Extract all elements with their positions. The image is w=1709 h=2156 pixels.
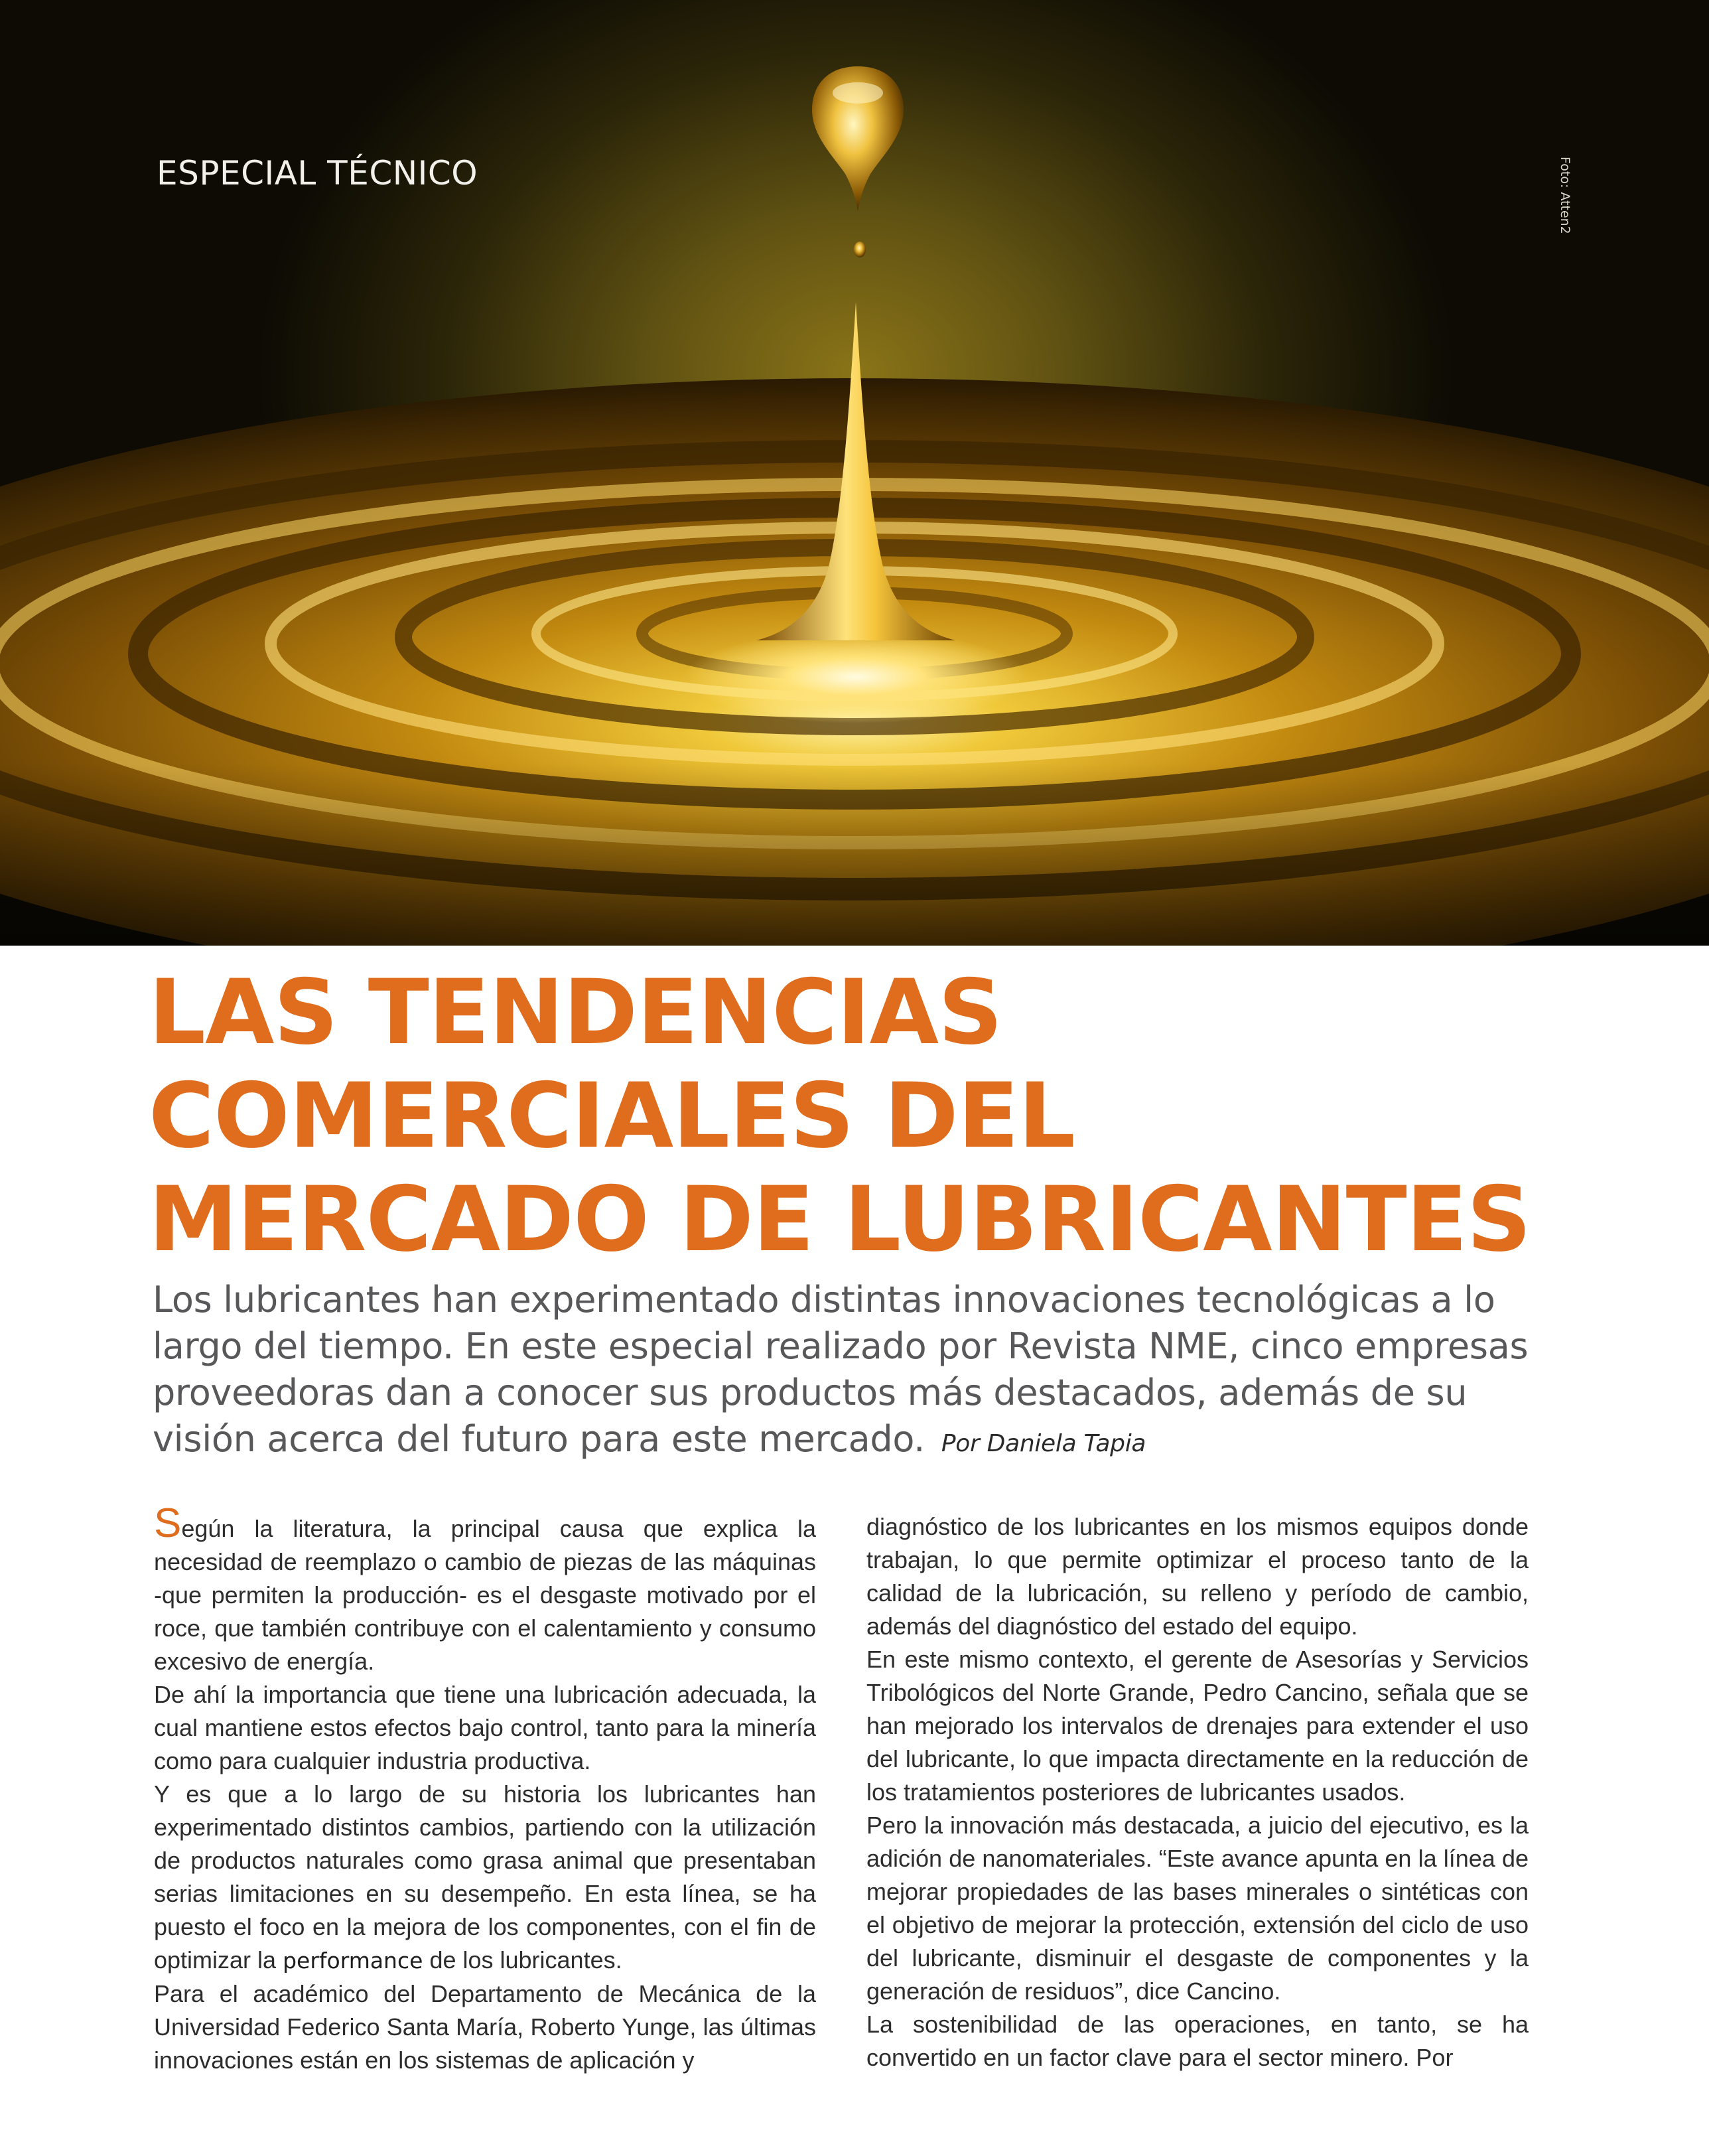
headline-line-3: MERCADO DE LUBRICANTES	[149, 1167, 1531, 1271]
article-headline	[149, 961, 1608, 1271]
paragraph: Pero la innovación más destacada, a juicio del ejecutivo, es la adición de nanomateriales. “Este avance apunta en la línea de mejorar propiedades de las bases minerales o sintéticas con el objetivo de mejorar la protección, extensión del ciclo de uso del lubricante, disminuir el desgaste de componentes y la generación de residuos”, dice Cancino.	[866, 1812, 1529, 2005]
body-column-left	[154, 1500, 816, 2077]
byline: Por Daniela Tapia	[941, 1430, 1146, 1457]
photo-credit: Foto: Atten2	[1558, 157, 1572, 234]
paragraph-text: de los lubricantes.	[429, 1946, 622, 1974]
article-deck	[153, 1277, 1533, 1467]
emphasis-term: performance	[283, 1948, 423, 1974]
paragraph: Para el académico del Departamento de Mecánica de la Universidad Federico Santa María, Roberto Yunge, las últimas innovaciones están en los sistemas de aplicación y	[154, 1980, 816, 2074]
hero-image	[0, 0, 1709, 946]
deck-text: Los lubricantes han experimentado distintas innovaciones tecnológicas a lo largo del tiempo. En este especial realizado por Revista NME, cinco empresas proveedoras dan a conocer sus productos más destacados, además de su visión acerca del futuro para este mercado.	[153, 1279, 1529, 1460]
oil-drop-illustration	[0, 0, 1709, 946]
paragraph	[154, 1500, 816, 1678]
drop-cap: S	[154, 1500, 182, 1546]
paragraph-text: egún la literatura, la principal causa que explica la necesidad de reemplazo o cambio de piezas de las máquinas -que permiten la producción- es el desgaste motivado por el roce, que también contribuye con el calentamiento y consumo excesivo de energía.	[154, 1515, 816, 1675]
paragraph	[154, 1778, 816, 1977]
paragraph: La sostenibilidad de las operaciones, en tanto, se ha convertido en un factor clave para el sector minero. Por	[866, 2011, 1529, 2071]
paragraph: diagnóstico de los lubricantes en los mismos equipos donde trabajan, lo que permite optimizar el proceso tanto de la calidad de la lubricación, su relleno y período de cambio, además del diagnóstico del estado del equipo.	[866, 1513, 1529, 1640]
paragraph-text: Y es que a lo largo de su historia los lubricantes han experimentado distintos cambios, partiendo con la utilización de productos naturales como grasa animal que presentaban serias limitaciones en su desempeño. En esta línea, se ha puesto el foco en la mejora de los componentes, con el fin de optimizar la	[154, 1780, 816, 1974]
paragraph: En este mismo contexto, el gerente de Asesorías y Servicios Tribológicos del Norte Grande, Pedro Cancino, señala que se han mejorado los intervalos de drenajes para extender el uso del lubricante, lo que impacta directamente en la reducción de los tratamientos posteriores de lubricantes usados.	[866, 1646, 1529, 1806]
headline-line-2: COMERCIALES DEL	[149, 1064, 1075, 1168]
headline-line-1: LAS TENDENCIAS	[149, 960, 1002, 1064]
section-label: ESPECIAL TÉCNICO	[157, 154, 478, 192]
body-column-right	[866, 1510, 1529, 2074]
paragraph: De ahí la importancia que tiene una lubricación adecuada, la cual mantiene estos efectos bajo control, tanto para la minería como para cualquier industria productiva.	[154, 1681, 816, 1774]
